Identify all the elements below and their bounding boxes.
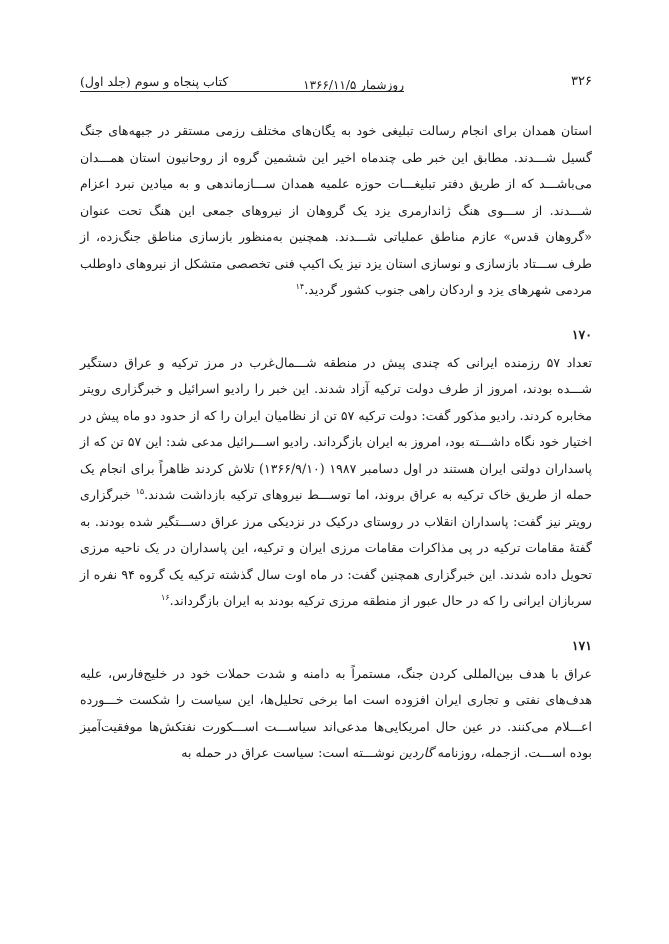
book-title: کتاب پنجاه و سوم (جلد اول) — [80, 74, 229, 89]
page-number: ۳۲۶ — [571, 74, 592, 89]
entry-text: عراق با هدف بین‌المللی کردن جنگ، مستمراً به دامنه و شدت حملات خود در خلیج‌فارس، علیه هدف‌های نفتی و تجاری ایران افزوده است اما برخی تحلیل‌ها، این سیاست را شکست خـــورده اعـــلام می‌کنند. در عین حال امریکایی‌ها مدعی‌اند سیاســـت اســـکورت نفتکش‌ها موفقیت‌آمیز بوده اســـت. ازجمله، روزنامه — [80, 665, 592, 760]
entry-text: خبرگزاری رویتر نیز گفت: پاسداران انقلاب در روستای درکیک در نزدیکی مرز عراق دســـتگیر شده بودند. به گفتهٔ مقامات ترکیه در پی مذاکرات مقامات مرزی ایران و ترکیه، این پاسداران در یک ناحیه مرزی تحویل داده شدند. این خبرگزاری همچنین گفت: در ماه اوت سال گذشته ترکیه یک گروه ۹۴ نفره از سربازان ایرانی را که در حال عبور از منطقه مرزی ترکیه بودند به ایران بازگرداند. — [80, 487, 592, 608]
running-header — [80, 72, 592, 96]
entry-text: تعداد ۵۷ رزمنده ایرانی که چندی پیش در منطقه شـــمال‌غرب در مرز ترکیه و عراق دستگیر شـــده بودند، امروز از طرف دولت ترکیه آزاد شدند. این خبر را رادیو اسرائیل و خبرگزاری رویتر مخابره کردند. رادیو مذکور گفت: دولت ترکیه ۵۷ تن از نظامیان ایران را که از حدود دو ماه پیش در اختیار خود نگاه داشـــته بود، امروز به ایران بازگرداند. رادیو اســـرائیل مدعی شد: این ۵۷ تن که از پاسداران دولتی ایران هستند در اول دسامبر ۱۹۸۷ (۱۳۶۶/۹/۱۰) تلاش کردند ظاهراً برای انجام یک حمله از طریق خاک ترکیه به عراق بروند، اما توســـط نیروهای ترکیه بازداشت شدند. — [80, 354, 592, 502]
footnote-marker: ۱۵ — [135, 486, 145, 496]
header-date: روزشمار ۱۳۶۶/۱۱/۵ — [303, 78, 404, 92]
newspaper-name: گاردین — [398, 745, 434, 760]
page-content — [80, 118, 592, 767]
intro-paragraph — [80, 118, 592, 304]
entry-number: ۱۷۱ — [571, 637, 592, 653]
footnote-marker: ۱۴ — [295, 281, 305, 291]
intro-text: استان همدان برای انجام رسالت تبلیغی خود به یگان‌های مختلف رزمی مستقر در جبهه‌های جنگ گسیل شـــدند. مطابق این خبر طی چندماه اخیر این ششمین گروه از روحانیون استان همـــدان می‌باشـــد که از طریق دفتر تبلیغـــات حوزه علمیه همدان ســـازماندهی و به میادین نبرد اعزام شـــدند. از ســـوی هنگ ژاندارمری یزد یک گروهان از نیروهای جمعی این هنگ تحت عنوان «گروهان قدس» عازم مناطق عملیاتی شـــدند. همچنین به‌منظور بازسازی مناطق جنگ‌زده، از طرف ســـتاد بازسازی و نوسازی استان یزد نیز یک اکیپ فنی تخصصی متشکل از نیروهای داوطلب مردمی شهرهای یزد و اردکان راهی جنوب کشور گردید. — [80, 123, 592, 297]
entry-number: ۱۷۰ — [571, 326, 592, 342]
entry-paragraph — [80, 661, 592, 767]
header-rule-left — [80, 91, 404, 92]
footnote-marker: ۱۶ — [161, 592, 170, 602]
entry-text: نوشـــته است: سیاست عراق در حمله به — [181, 745, 399, 760]
entry-paragraph — [80, 350, 592, 615]
